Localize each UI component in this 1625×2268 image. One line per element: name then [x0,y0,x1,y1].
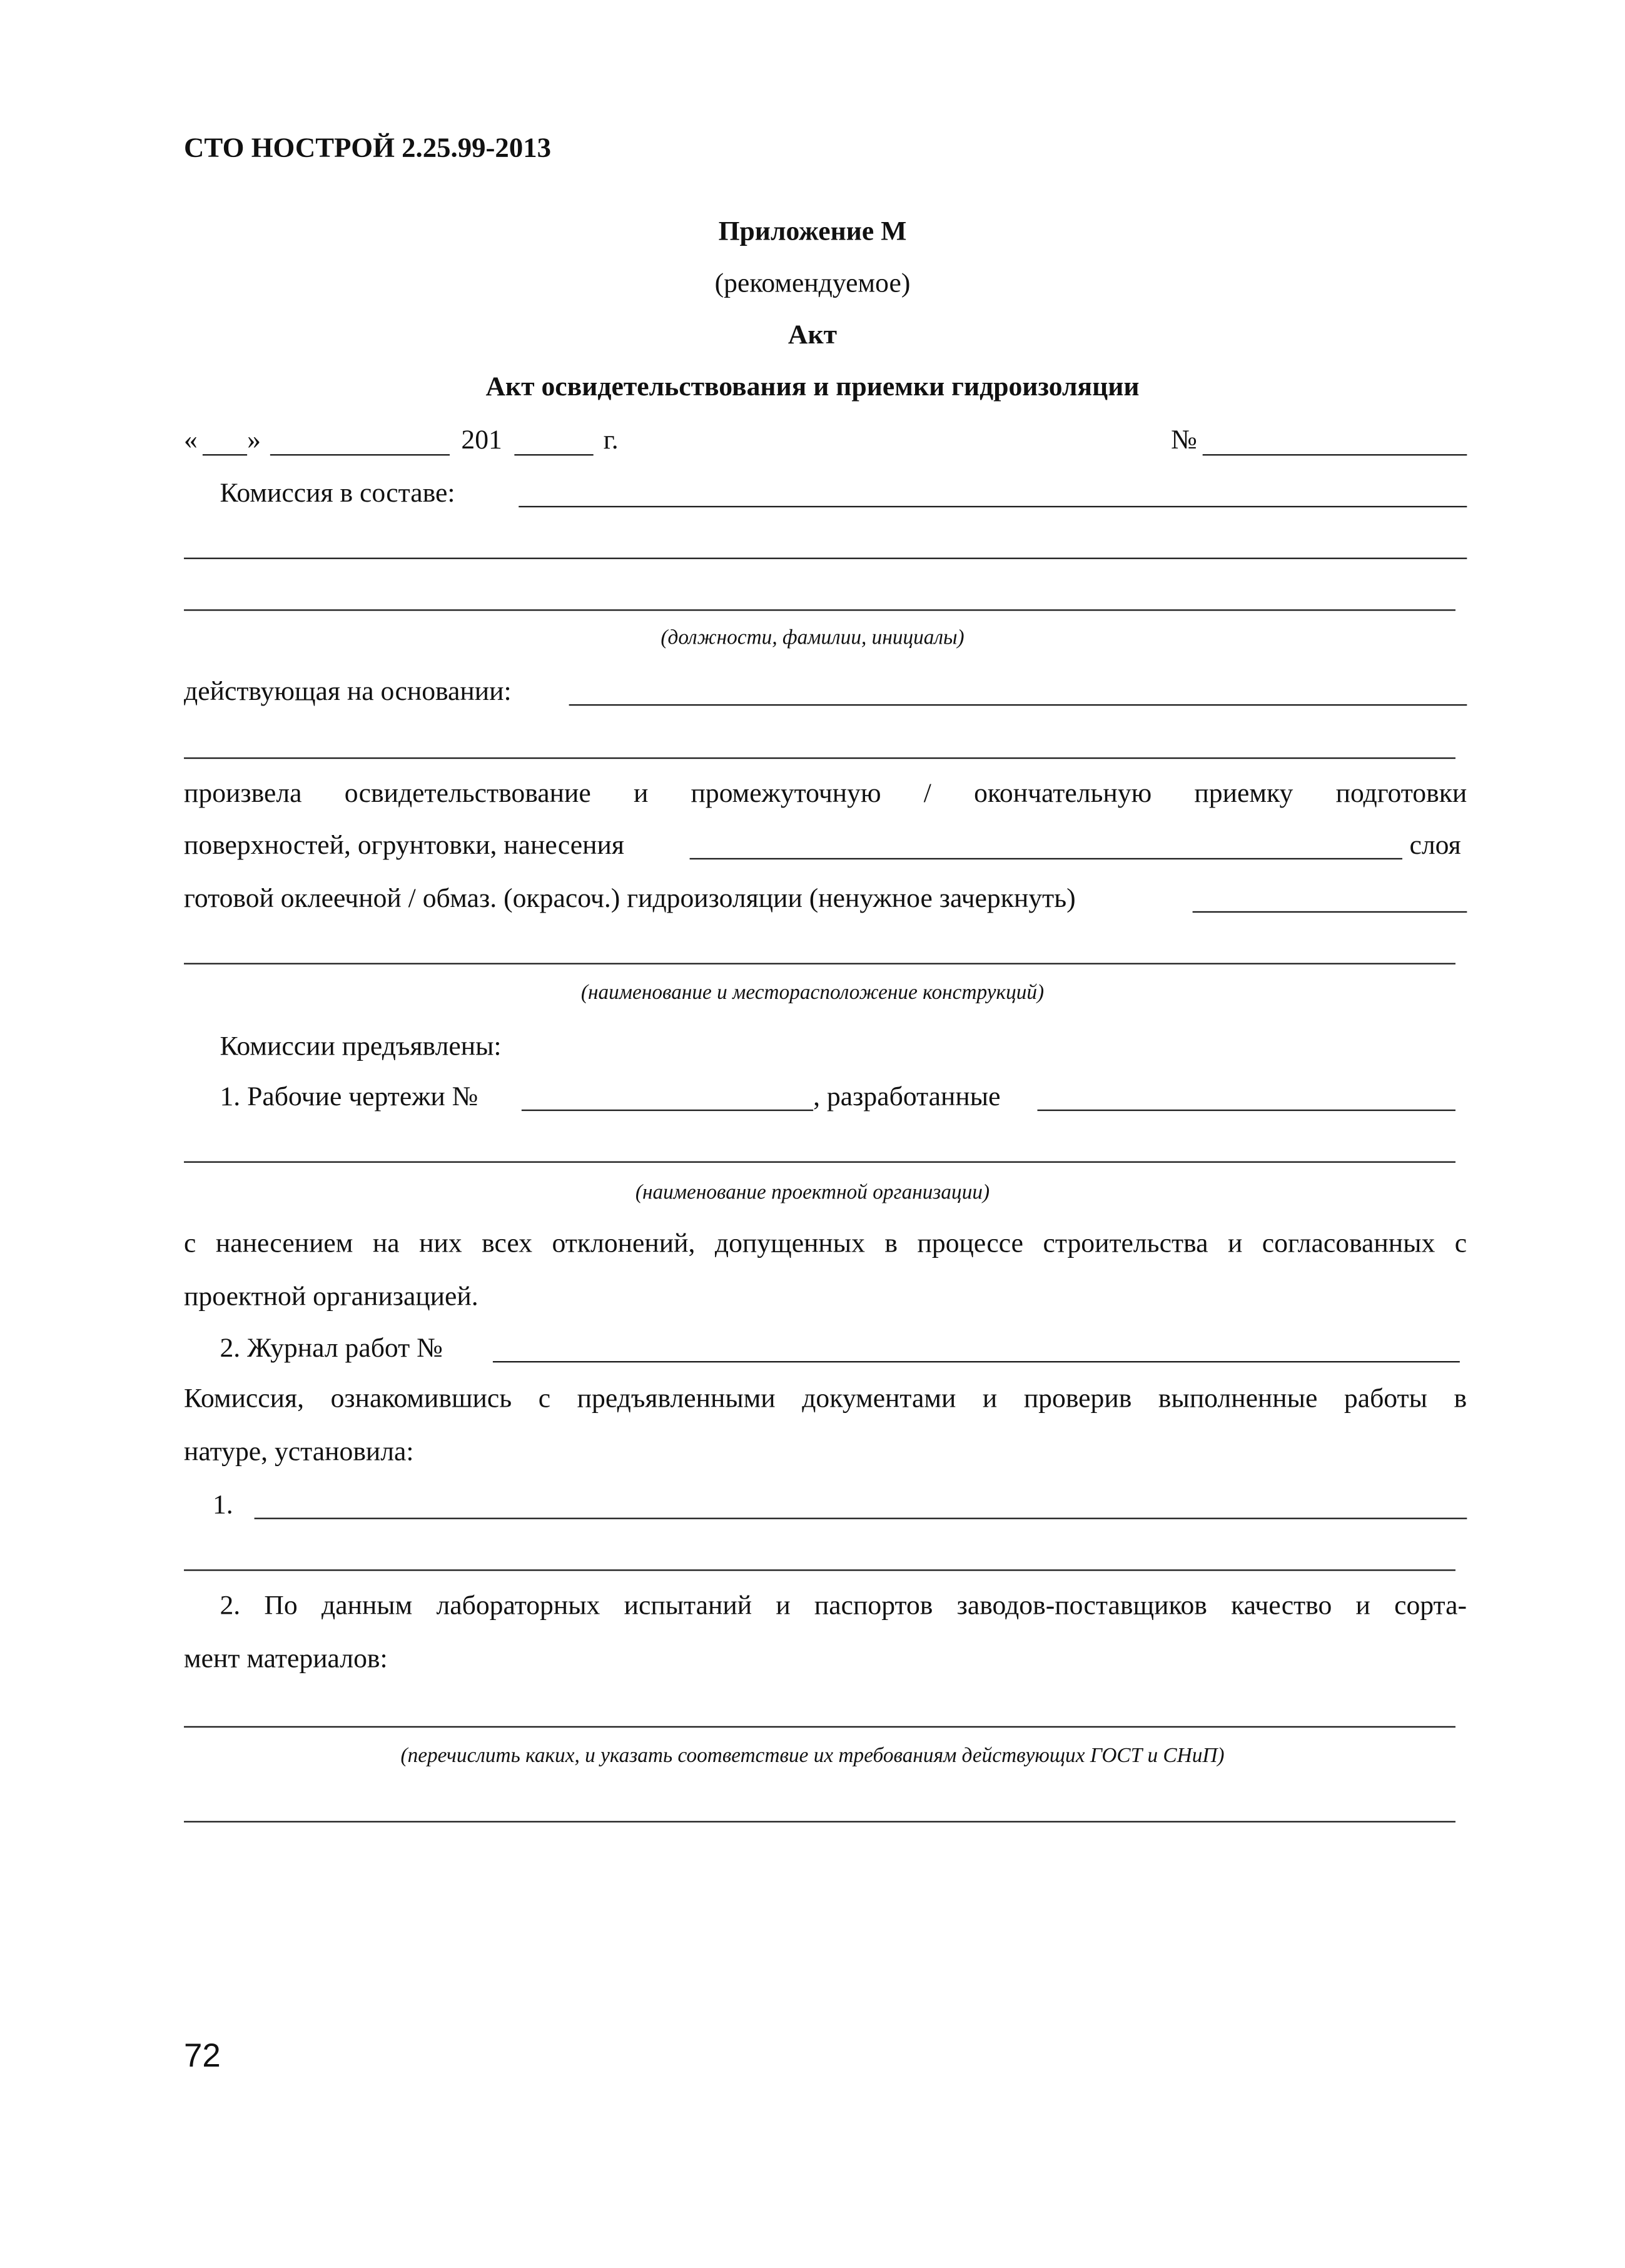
standard-code: СТО НОСТРОЙ 2.25.99-2013 [184,133,552,164]
finding-2-line-2: мент материалов: [184,1644,388,1674]
commission-field-1[interactable] [519,506,1467,507]
journal-number-field[interactable] [493,1361,1460,1362]
word: промежуточную [691,779,881,809]
word: Комиссия, [184,1384,305,1415]
word: качество [1231,1591,1332,1621]
month-field[interactable] [270,454,450,455]
word: 2. [220,1591,241,1621]
word: / [923,779,931,809]
word: согласованных [1262,1228,1435,1259]
inspection-line-2-start: поверхностей, огрунтовки, нанесения [184,831,624,861]
word: данным [321,1591,413,1621]
word: документами [802,1384,956,1415]
deviations-line-2: проектной организацией. [184,1282,478,1312]
developer-field-2[interactable] [184,1162,1455,1163]
page-number: 72 [184,2036,221,2074]
word: и [1227,1228,1243,1259]
materials-hint: (перечислить каких, и указать соответствие их требованиям действующих ГОСТ и СНиП) [400,1744,1225,1768]
appendix-status: (рекомендуемое) [714,268,911,299]
word: на [372,1228,400,1259]
construction-hint: (наименование и месторасположение конструкций) [580,981,1045,1005]
word: окончательную [974,779,1152,809]
basis-field-1[interactable] [569,704,1467,706]
word: приемку [1194,779,1293,809]
inspection-line-3: готовой оклеечной / обмаз. (окрасоч.) гидроизоляции (ненужное зачеркнуть) [184,884,1076,914]
word: с [184,1228,196,1259]
word: сорта- [1394,1591,1467,1621]
word: процессе [917,1228,1024,1259]
word: с [1454,1228,1467,1259]
day-field[interactable] [203,454,247,455]
word: паспортов [814,1591,933,1621]
deviations-line-1 [184,1230,1467,1258]
basis-field-2[interactable] [184,757,1455,759]
word: и [776,1591,791,1621]
journal-label: 2. Журнал работ № [220,1334,443,1364]
word: строительства [1043,1228,1208,1259]
word: допущенных [714,1228,865,1259]
word: работы [1344,1384,1427,1415]
word: в [884,1228,898,1259]
word: испытаний [624,1591,752,1621]
word: ознакомившись [330,1384,512,1415]
inspection-line-2-end: слоя [1409,831,1461,861]
materials-field-1[interactable] [184,1726,1455,1728]
word: лабораторных [436,1591,600,1621]
commission-hint: (должности, фамилии, инициалы) [661,626,964,650]
construction-field-2[interactable] [184,963,1455,964]
finding-2-line-1 [220,1592,1467,1620]
word: и [1355,1591,1370,1621]
presented-label: Комиссии предъявлены: [220,1031,502,1063]
commission-field-2[interactable] [184,558,1467,559]
year-prefix: 201 [461,425,502,456]
word: проверив [1023,1384,1132,1415]
finding-1-number: 1. [212,1490,233,1521]
finding-1-field-2[interactable] [184,1569,1455,1571]
act-number-label: № [1171,425,1197,456]
finding-1-field-1[interactable] [255,1517,1467,1519]
commission-field-3[interactable] [184,609,1455,610]
word: и [633,779,649,809]
year-suffix: г. [603,425,619,456]
year-field[interactable] [514,454,593,455]
word: По [264,1591,298,1621]
drawings-developed-label: , разработанные [813,1082,1001,1113]
doc-type: Акт [787,320,838,351]
word: отклонений, [552,1228,696,1259]
date-open-quote: « [184,425,198,456]
word: выполненные [1158,1384,1318,1415]
word: в [1454,1384,1467,1415]
word: с [538,1384,551,1415]
findings-line-2: натуре, установила: [184,1437,414,1468]
construction-field-1[interactable] [1193,911,1467,913]
drawings-number-field[interactable] [522,1110,813,1111]
word: заводов-поставщиков [956,1591,1207,1621]
findings-line-1 [184,1385,1467,1413]
basis-label: действующая на основании: [184,677,512,707]
layer-field[interactable] [690,858,1402,859]
drawings-label: 1. Рабочие чертежи № [220,1082,478,1113]
developer-hint: (наименование проектной организации) [635,1181,990,1205]
word: них [419,1228,462,1259]
developer-field-1[interactable] [1038,1110,1455,1111]
word: предъявленными [577,1384,776,1415]
act-title: Акт освидетельствования и приемки гидроизоляции [485,372,1140,403]
act-number-field[interactable] [1203,454,1467,455]
word: и [982,1384,998,1415]
inspection-line-1 [184,781,1467,808]
commission-label: Комиссия в составе: [220,478,455,509]
materials-field-2[interactable] [184,1821,1455,1822]
word: произвела [184,779,302,809]
word: освидетельствование [344,779,591,809]
date-close-quote: » [247,425,261,456]
word: подготовки [1335,779,1467,809]
word: нанесением [215,1228,353,1259]
word: всех [482,1228,533,1259]
appendix-title: Приложение М [718,216,907,248]
